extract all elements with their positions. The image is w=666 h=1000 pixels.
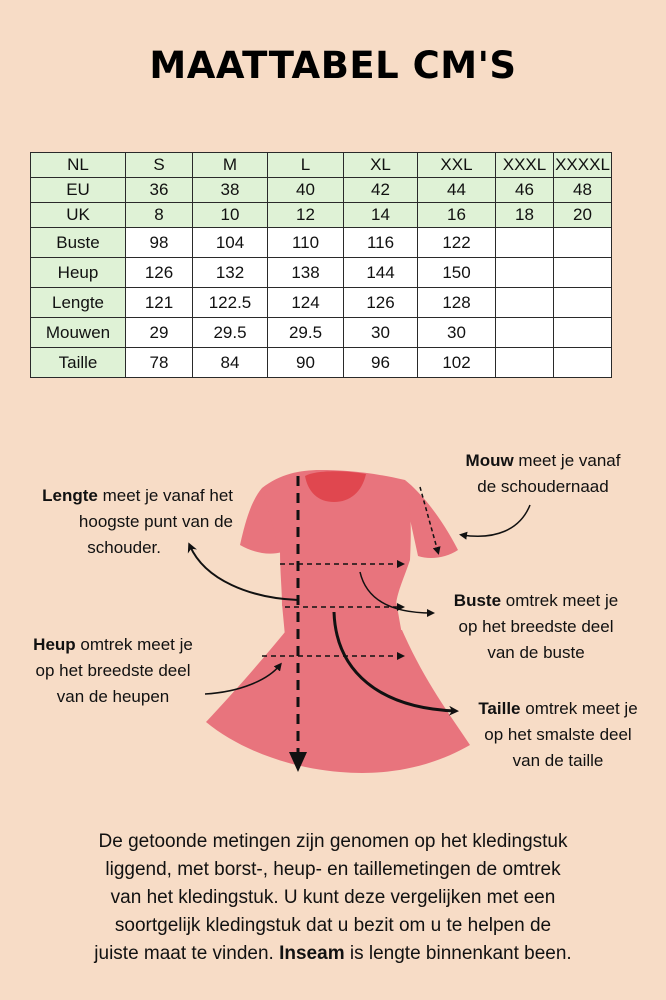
row-label: Heup: [31, 258, 126, 288]
table-cell: 90: [268, 348, 344, 378]
table-cell: 124: [268, 288, 344, 318]
table-cell: 126: [126, 258, 193, 288]
footer-note: De getoonde metingen zijn genomen op het kledingstuk liggend, met borst-, heup- en taillemetingen de omtrek van het kledingstuk. U kunt deze vergelijken met een soortgelijk kledingstuk dat u bezit om u te helpen de juiste maat te vinden. Inseam is lengte binnenkant been.: [94, 831, 572, 964]
table-cell: 132: [193, 258, 268, 288]
row-label: Buste: [31, 228, 126, 258]
caption-mouw: Mouw meet je vanaf de schoudernaad: [465, 451, 621, 496]
table-cell: 20: [554, 203, 612, 228]
row-label: Lengte: [31, 288, 126, 318]
caption-lengte: Lengte meet je vanaf het hoogste punt van de schouder.: [42, 486, 233, 557]
table-cell: 138: [268, 258, 344, 288]
page-title: MAATTABEL CM'S: [149, 44, 517, 87]
table-cell: 128: [418, 288, 496, 318]
table-cell: 144: [344, 258, 418, 288]
table-cell: 29.5: [193, 318, 268, 348]
row-label: NL: [31, 153, 126, 178]
table-cell: 30: [344, 318, 418, 348]
table-cell: 30: [418, 318, 496, 348]
table-cell: 48: [554, 178, 612, 203]
table-cell: 121: [126, 288, 193, 318]
table-cell: 29.5: [268, 318, 344, 348]
row-label: Taille: [31, 348, 126, 378]
table-cell: 46: [496, 178, 554, 203]
table-cell: 122.5: [193, 288, 268, 318]
table-cell: 84: [193, 348, 268, 378]
table-cell: XXL: [418, 153, 496, 178]
table-cell: 78: [126, 348, 193, 378]
table-cell: XXXL: [496, 153, 554, 178]
table-cell: 16: [418, 203, 496, 228]
caption-buste: Buste omtrek meet je op het breedste deel van de buste: [453, 591, 619, 662]
table-cell: M: [193, 153, 268, 178]
table-cell: XXXXL: [554, 153, 612, 178]
table-cell: 122: [418, 228, 496, 258]
table-cell: 8: [126, 203, 193, 228]
table-cell: 14: [344, 203, 418, 228]
table-cell: 98: [126, 228, 193, 258]
skirt: [206, 630, 470, 773]
table-cell: 38: [193, 178, 268, 203]
table-cell: 104: [193, 228, 268, 258]
caption-taille: Taille omtrek meet je op het smalste deel van de taille: [478, 699, 638, 770]
table-cell: 116: [344, 228, 418, 258]
table-cell: 102: [418, 348, 496, 378]
table-cell: 44: [418, 178, 496, 203]
table-cell: 18: [496, 203, 554, 228]
arrow-icon: [462, 505, 530, 536]
table-cell: 150: [418, 258, 496, 288]
table-cell: 126: [344, 288, 418, 318]
row-label: UK: [31, 203, 126, 228]
table-cell: XL: [344, 153, 418, 178]
table-cell: L: [268, 153, 344, 178]
table-cell: 36: [126, 178, 193, 203]
caption-heup: Heup omtrek meet je op het breedste deel van de heupen: [33, 635, 193, 706]
row-label: Mouwen: [31, 318, 126, 348]
table-cell: 40: [268, 178, 344, 203]
row-label: EU: [31, 178, 126, 203]
table-cell: 42: [344, 178, 418, 203]
table-cell: 12: [268, 203, 344, 228]
table-cell: 10: [193, 203, 268, 228]
table-cell: S: [126, 153, 193, 178]
table-cell: 29: [126, 318, 193, 348]
table-cell: 96: [344, 348, 418, 378]
table-cell: 110: [268, 228, 344, 258]
